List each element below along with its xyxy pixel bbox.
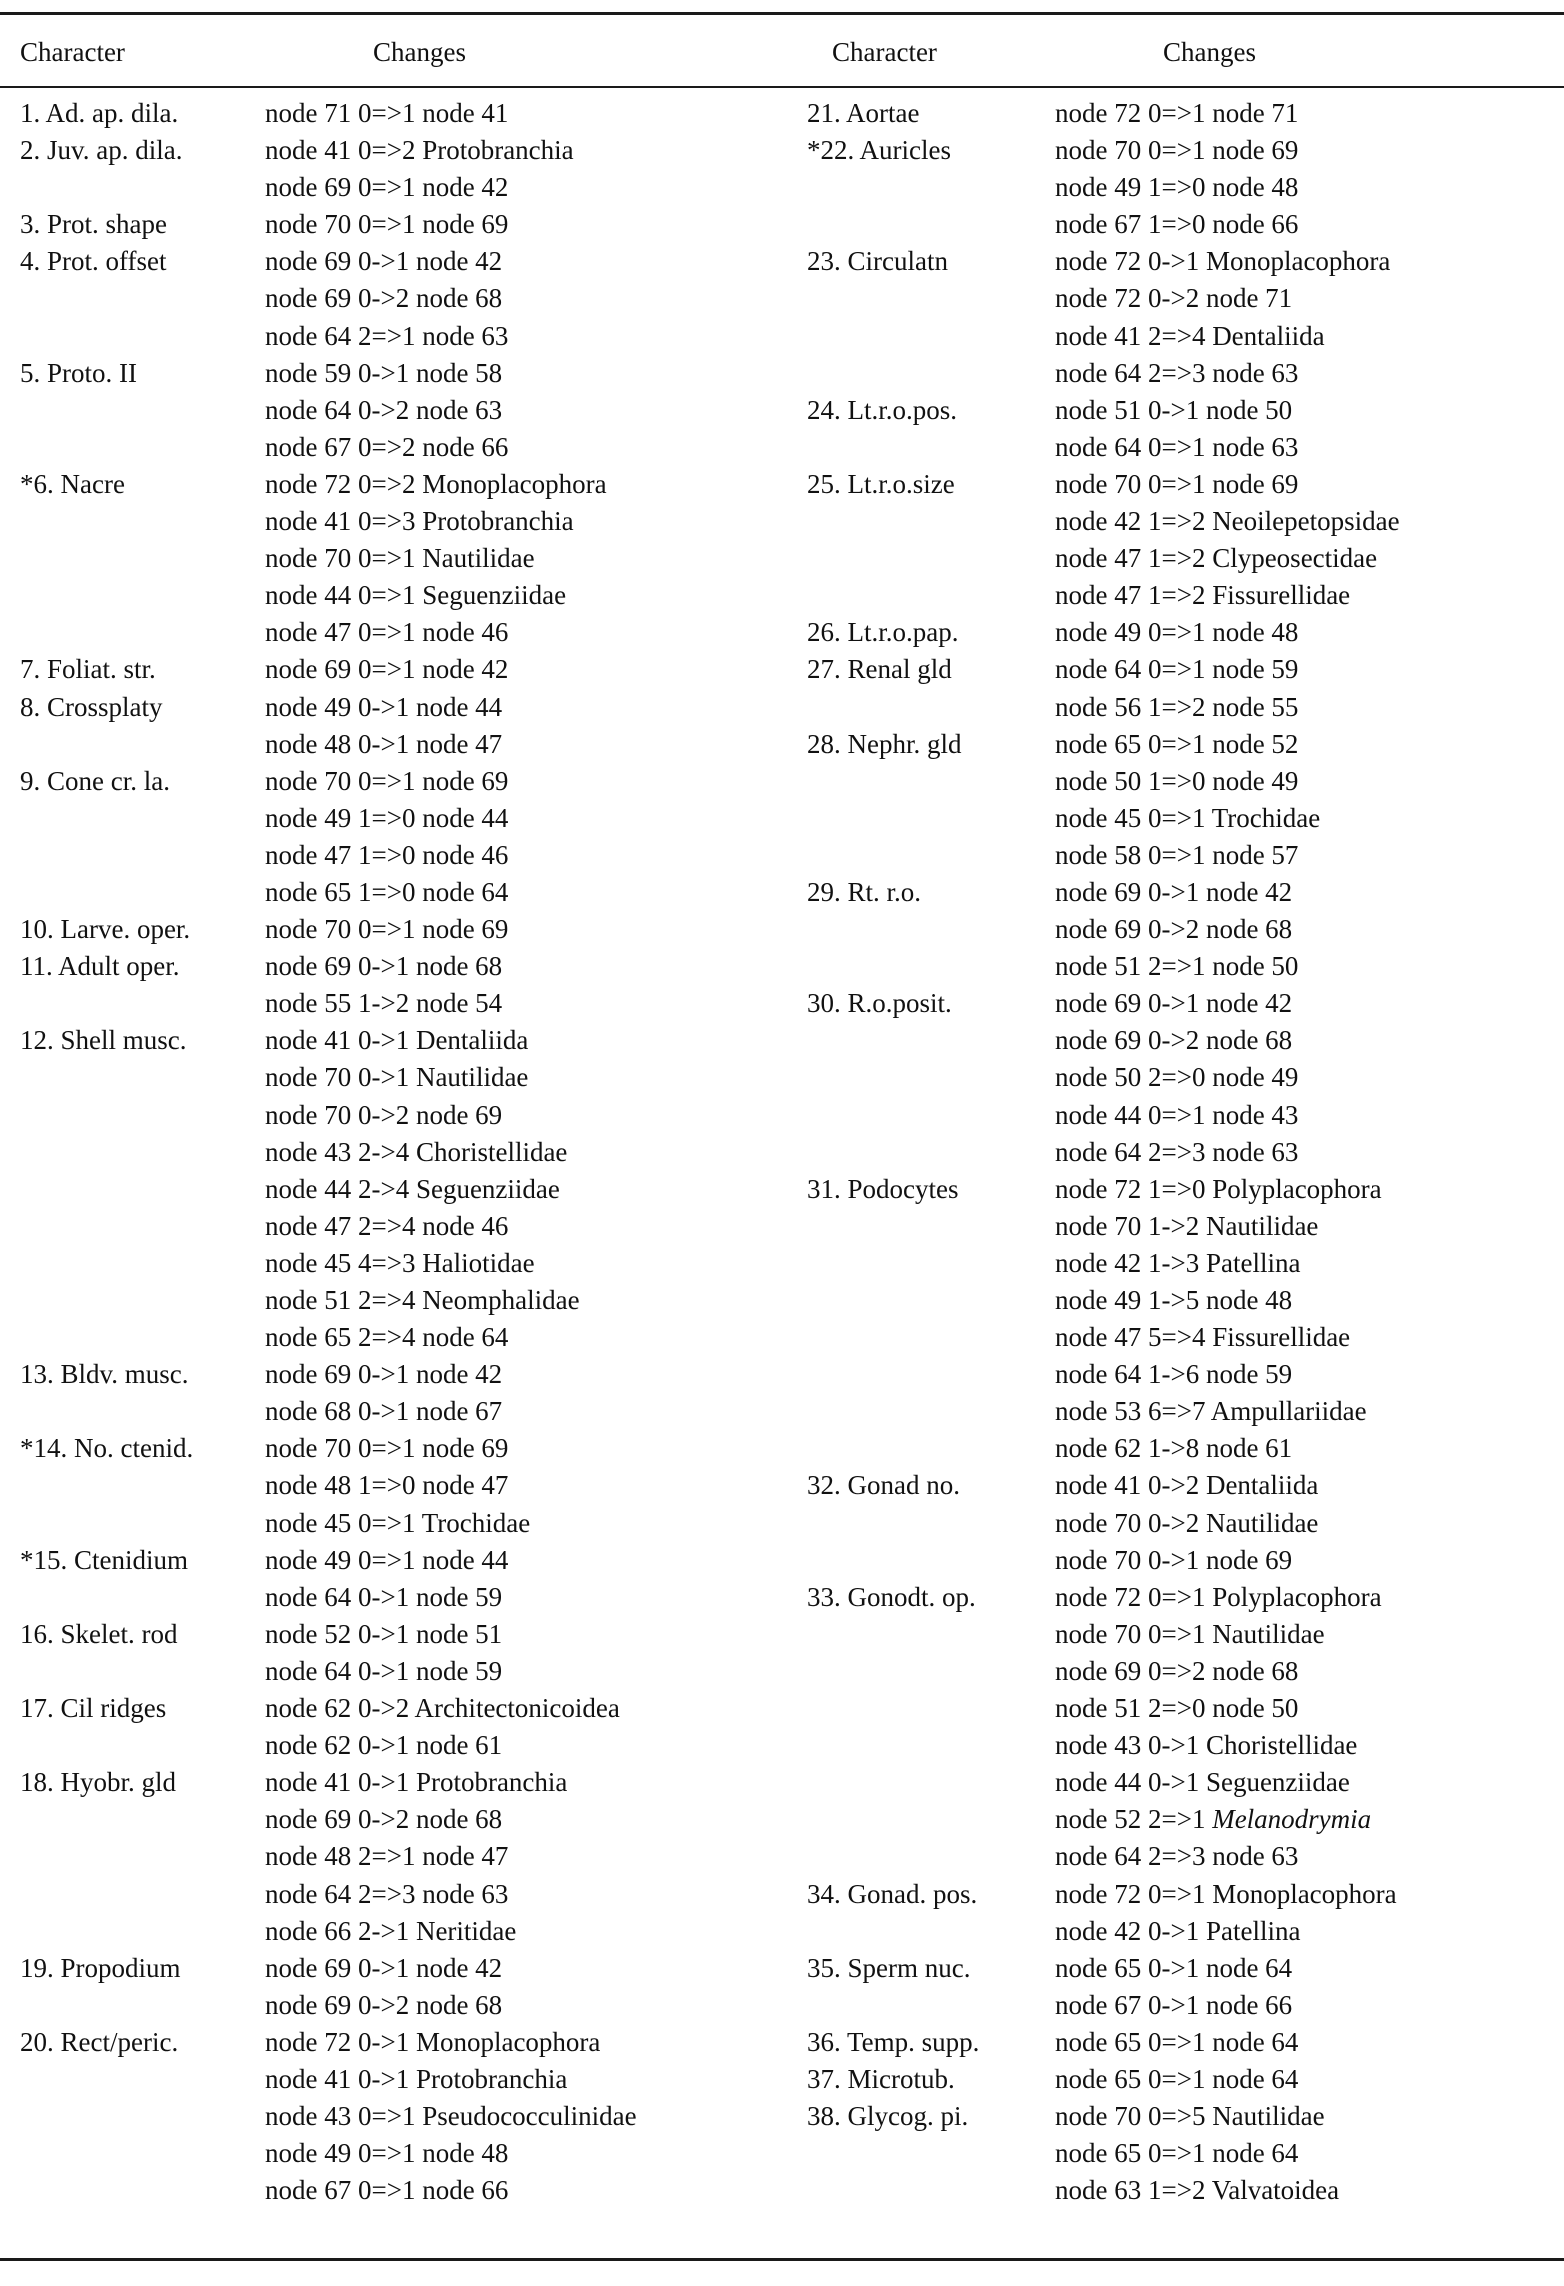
header-character-right: Character [832, 37, 937, 67]
change-text: node 72 0->1 Monoplacophora [265, 2026, 601, 2057]
change-cell [265, 1319, 508, 1356]
change-text: node 69 0->2 node 68 [1055, 1025, 1293, 1056]
character-cell: 32. Gonad no. [807, 1470, 960, 1501]
character-cell: 21. Aortae [807, 98, 920, 128]
change-cell [1055, 1022, 1292, 1059]
change-cell [265, 726, 502, 763]
character-cell: 17. Cil ridges [20, 1693, 167, 1724]
change-cell [265, 1097, 502, 1134]
change-text: node 41 0->1 Protobranchia [265, 1767, 568, 1798]
character-cell: 1. Ad. ap. dila. [20, 98, 179, 128]
change-cell [265, 948, 502, 985]
change-text: node 70 0=>1 node 69 [1055, 135, 1299, 166]
change-cell [1055, 837, 1298, 874]
change-cell [265, 1913, 516, 1950]
change-text: node 69 0->1 node 42 [1055, 988, 1293, 1019]
change-text: node 70 0->2 Nautilidae [1055, 1507, 1319, 1538]
change-text: node 49 0=>1 node 48 [1055, 617, 1299, 648]
character-cell: 33. Gonodt. op. [807, 1581, 976, 1612]
change-cell [265, 243, 502, 280]
change-text: node 49 0=>1 node 44 [265, 1544, 509, 1575]
change-cell [1055, 1208, 1318, 1245]
character-cell: *15. Ctenidium [20, 1544, 188, 1575]
change-text: node 41 0->2 Dentaliida [1055, 1470, 1319, 1501]
change-cell [1055, 1393, 1367, 1430]
character-cell: 16. Skelet. rod [20, 1618, 178, 1649]
change-cell [265, 2098, 637, 2135]
change-text: node 47 2=>4 node 46 [265, 1210, 509, 1241]
change-text: node 42 0->1 Patellina [1055, 1915, 1301, 1946]
change-cell [1055, 466, 1298, 503]
change-cell [1055, 1801, 1371, 1838]
character-cell: *6. Nacre [20, 468, 125, 499]
change-text: node 51 2=>0 node 50 [1055, 1693, 1299, 1724]
change-cell [1055, 1987, 1292, 2024]
change-cell [1055, 577, 1350, 614]
change-cell [265, 1208, 508, 1245]
table-bottom-rule [0, 2258, 1564, 2261]
change-text: node 69 0=>1 node 42 [265, 172, 509, 203]
change-cell [265, 1542, 508, 1579]
change-cell [265, 280, 502, 317]
change-cell [1055, 1134, 1298, 1171]
change-cell [1055, 985, 1292, 1022]
change-cell [265, 1245, 535, 1282]
change-cell [1055, 1764, 1350, 1801]
change-cell [265, 1876, 508, 1913]
change-cell [265, 1950, 502, 1987]
change-text: node 41 0->1 Protobranchia [265, 2063, 568, 2094]
change-text: node 42 1->3 Patellina [1055, 1247, 1301, 1278]
change-text: node 42 1=>2 Neoilepetopsidae [1055, 506, 1400, 537]
change-text: node 69 0=>1 node 42 [265, 654, 509, 685]
change-text: node 70 0=>1 node 69 [265, 209, 509, 240]
change-text: node 47 1=>0 node 46 [265, 839, 509, 870]
change-cell [265, 206, 508, 243]
change-cell [265, 1653, 502, 1690]
change-text: node 67 0->1 node 66 [1055, 1989, 1293, 2020]
change-text: node 67 0=>2 node 66 [265, 431, 509, 462]
character-cell: 9. Cone cr. la. [20, 765, 170, 796]
change-cell [265, 1764, 567, 1801]
change-text: node 48 2=>1 node 47 [265, 1841, 509, 1872]
change-text: node 41 0=>3 Protobranchia [265, 506, 574, 537]
change-cell [1055, 132, 1298, 169]
character-cell: *22. Auricles [807, 135, 951, 166]
change-cell [1055, 429, 1298, 466]
header-changes-right: Changes [1163, 37, 1256, 67]
change-cell [1055, 1059, 1298, 1096]
change-cell [1055, 1727, 1357, 1764]
character-cell: 10. Larve. oper. [20, 914, 191, 945]
change-cell [265, 1579, 502, 1616]
change-cell [265, 429, 508, 466]
character-cell: 13. Bldv. musc. [20, 1359, 189, 1390]
change-text: node 67 1=>0 node 66 [1055, 209, 1299, 240]
change-cell [1055, 318, 1325, 355]
change-cell [265, 689, 502, 726]
change-cell [1055, 1838, 1298, 1875]
change-text: node 65 0=>1 node 52 [1055, 728, 1299, 759]
change-cell [1055, 726, 1298, 763]
change-text: node 64 0->2 node 63 [265, 394, 503, 425]
change-text: node 64 2=>3 node 63 [1055, 1136, 1299, 1167]
change-cell [265, 1282, 580, 1319]
character-cell: 28. Nephr. gld [807, 728, 962, 759]
change-text: node 70 0=>1 node 69 [265, 765, 509, 796]
change-text: node 64 0->1 node 59 [265, 1655, 503, 1686]
change-cell [265, 837, 508, 874]
change-cell [265, 1690, 620, 1727]
change-text: node 72 0=>1 node 71 [1055, 98, 1299, 128]
change-text: node 70 0=>5 Nautilidae [1055, 2101, 1325, 2132]
change-cell [265, 1430, 508, 1467]
change-text: node 70 1->2 Nautilidae [1055, 1210, 1319, 1241]
change-cell [1055, 911, 1292, 948]
change-text: node 45 4=>3 Haliotidae [265, 1247, 535, 1278]
change-cell [265, 874, 508, 911]
table-header-rule [0, 86, 1564, 88]
change-text: node 69 0->2 node 68 [1055, 914, 1293, 945]
character-cell: 26. Lt.r.o.pap. [807, 617, 959, 648]
change-cell [1055, 1542, 1292, 1579]
character-cell: *14. No. ctenid. [20, 1433, 194, 1464]
change-cell [1055, 243, 1390, 280]
change-text: node 41 0=>2 Protobranchia [265, 135, 574, 166]
character-cell: 27. Renal gld [807, 654, 952, 685]
change-text: node 44 0=>1 node 43 [1055, 1099, 1299, 1130]
change-text: node 55 1->2 node 54 [265, 988, 503, 1019]
change-cell [1055, 1505, 1318, 1542]
change-cell [265, 392, 502, 429]
change-cell [265, 540, 535, 577]
change-cell [1055, 280, 1292, 317]
change-cell [265, 95, 508, 132]
change-text: node 70 0->1 Nautilidae [265, 1062, 529, 1093]
change-cell [1055, 1690, 1298, 1727]
change-text: node 69 0=>2 node 68 [1055, 1655, 1299, 1686]
change-text: node 72 0->2 node 71 [1055, 283, 1293, 314]
header-character-left: Character [20, 37, 125, 67]
change-cell [265, 2135, 508, 2172]
change-text: node 70 0->1 node 69 [1055, 1544, 1293, 1575]
character-cell: 4. Prot. offset [20, 246, 167, 277]
italic-taxon: Melanodrymia [1212, 1804, 1372, 1835]
change-cell [1055, 1356, 1292, 1393]
change-cell [1055, 2135, 1298, 2172]
change-text: node 49 1=>0 node 48 [1055, 172, 1299, 203]
change-text: node 72 0->1 Monoplacophora [1055, 246, 1391, 277]
change-text: node 62 0->1 node 61 [265, 1730, 503, 1761]
change-cell [1055, 2098, 1325, 2135]
character-cell: 30. R.o.posit. [807, 988, 952, 1019]
change-text: node 44 2->4 Seguenziidae [265, 1173, 560, 1204]
change-text: node 44 0->1 Seguenziidae [1055, 1767, 1350, 1798]
change-cell [265, 169, 508, 206]
table-top-rule [0, 12, 1564, 15]
change-text: node 51 0->1 node 50 [1055, 394, 1293, 425]
change-cell [1055, 169, 1298, 206]
change-text: node 69 0->1 node 42 [265, 246, 503, 277]
change-cell [265, 1467, 508, 1504]
character-cell: 20. Rect/peric. [20, 2026, 179, 2057]
change-cell [265, 1356, 502, 1393]
change-text: node 58 0=>1 node 57 [1055, 839, 1299, 870]
change-text: node 70 0->2 node 69 [265, 1099, 503, 1130]
character-cell: 7. Foliat. str. [20, 654, 156, 685]
change-cell [265, 800, 508, 837]
change-text: node 48 1=>0 node 47 [265, 1470, 509, 1501]
change-cell [1055, 651, 1298, 688]
change-cell [265, 1727, 502, 1764]
change-text: node 49 0=>1 node 48 [265, 2138, 509, 2169]
character-cell: 25. Lt.r.o.size [807, 468, 955, 499]
change-cell [265, 911, 508, 948]
change-cell [1055, 1245, 1300, 1282]
change-cell [1055, 948, 1298, 985]
change-cell [265, 1059, 528, 1096]
change-cell [1055, 1616, 1325, 1653]
change-text: node 71 0=>1 node 41 [265, 98, 509, 128]
change-text: node 69 0->1 node 42 [265, 1952, 503, 1983]
character-cell: 29. Rt. r.o. [807, 876, 922, 907]
change-cell [265, 577, 566, 614]
change-cell [1055, 2061, 1298, 2098]
change-text: node 52 0->1 node 51 [265, 1618, 503, 1649]
change-text: node 70 0=>1 Nautilidae [265, 543, 535, 574]
change-text: node 62 1->8 node 61 [1055, 1433, 1293, 1464]
character-cell: 38. Glycog. pi. [807, 2101, 969, 2132]
change-text: node 65 0=>1 node 64 [1055, 2138, 1299, 2169]
change-text: node 43 0=>1 Pseudococculinidae [265, 2101, 637, 2132]
character-cell: 12. Shell musc. [20, 1025, 187, 1056]
change-cell [1055, 763, 1298, 800]
change-text: node 56 1=>2 node 55 [1055, 691, 1299, 722]
change-text: node 65 1=>0 node 64 [265, 876, 509, 907]
change-text: node 65 2=>4 node 64 [265, 1322, 509, 1353]
change-text: node 47 1=>2 Clypeosectidae [1055, 543, 1378, 574]
change-text: node 64 2=>1 node 63 [265, 320, 509, 351]
change-cell [1055, 2024, 1298, 2061]
change-cell [1055, 1319, 1350, 1356]
character-cell: 24. Lt.r.o.pos. [807, 394, 958, 425]
change-cell [265, 1801, 502, 1838]
change-cell [1055, 800, 1320, 837]
change-cell [265, 1022, 528, 1059]
change-text: node 65 0=>1 node 64 [1055, 2026, 1299, 2057]
change-cell [265, 2024, 600, 2061]
change-text: node 69 0->2 node 68 [265, 283, 503, 314]
change-text: node 72 0=>1 Monoplacophora [1055, 1878, 1397, 1909]
change-cell [265, 466, 607, 503]
change-text: node 64 2=>3 node 63 [1055, 357, 1299, 388]
change-cell [265, 1134, 567, 1171]
change-text: node 64 2=>3 node 63 [265, 1878, 509, 1909]
change-text: node 62 0->2 Architectonicoidea [265, 1693, 620, 1724]
change-text: node 68 0->1 node 67 [265, 1396, 503, 1427]
change-text: node 72 0=>2 Monoplacophora [265, 468, 607, 499]
change-text: node 70 0=>1 node 69 [265, 914, 509, 945]
change-cell [265, 651, 508, 688]
character-cell: 11. Adult oper. [20, 951, 180, 982]
change-text: node 47 5=>4 Fissurellidae [1055, 1322, 1351, 1353]
change-cell [265, 318, 508, 355]
change-text: node 69 0->1 node 68 [265, 951, 503, 982]
change-text: node 64 2=>3 node 63 [1055, 1841, 1299, 1872]
character-cell: 19. Propodium [20, 1952, 181, 1983]
change-text: node 45 0=>1 Trochidae [1055, 802, 1321, 833]
change-text: node 64 0=>1 node 63 [1055, 431, 1299, 462]
change-cell [1055, 1097, 1298, 1134]
change-text: node 70 0=>1 node 69 [265, 1433, 509, 1464]
change-text: node 69 0->1 node 42 [1055, 876, 1293, 907]
character-cell: 36. Temp. supp. [807, 2026, 980, 2057]
change-text: node 51 2=>1 node 50 [1055, 951, 1299, 982]
change-text: node 69 0->2 node 68 [265, 1804, 503, 1835]
change-cell [265, 1171, 560, 1208]
character-cell: 3. Prot. shape [20, 209, 167, 240]
change-text: node 47 0=>1 node 46 [265, 617, 509, 648]
header-changes-left: Changes [373, 37, 466, 67]
change-cell [1055, 355, 1298, 392]
change-cell [265, 763, 508, 800]
change-cell [1055, 1950, 1292, 1987]
character-cell: 35. Sperm nuc. [807, 1952, 971, 1983]
change-text: node 64 1->6 node 59 [1055, 1359, 1293, 1390]
change-text: node 64 0->1 node 59 [265, 1581, 503, 1612]
change-cell [265, 355, 502, 392]
change-cell [1055, 540, 1377, 577]
character-cell: 2. Juv. ap. dila. [20, 135, 183, 166]
change-cell [1055, 2172, 1339, 2209]
change-text: node 70 0=>1 node 69 [1055, 468, 1299, 499]
change-cell [265, 1393, 502, 1430]
change-text: node 66 2->1 Neritidae [265, 1915, 517, 1946]
change-text: node 45 0=>1 Trochidae [265, 1507, 531, 1538]
character-cell: 18. Hyobr. gld [20, 1767, 177, 1798]
change-cell [265, 1838, 508, 1875]
change-cell [1055, 1579, 1382, 1616]
change-text: node 48 0->1 node 47 [265, 728, 503, 759]
change-cell [1055, 614, 1298, 651]
change-cell [1055, 1653, 1298, 1690]
change-cell [1055, 1282, 1292, 1319]
change-cell [265, 1616, 502, 1653]
change-text: node 65 0=>1 node 64 [1055, 2063, 1299, 2094]
change-cell [265, 503, 574, 540]
change-text: node 49 0->1 node 44 [265, 691, 503, 722]
change-text: node 59 0->1 node 58 [265, 357, 503, 388]
change-text: node 53 6=>7 Ampullariidae [1055, 1396, 1367, 1427]
change-text: node 51 2=>4 Neomphalidae [265, 1285, 580, 1315]
change-cell [265, 2172, 508, 2209]
change-cell [265, 132, 574, 169]
character-cell: 37. Microtub. [807, 2063, 955, 2094]
change-text: node 67 0=>1 node 66 [265, 2175, 509, 2206]
change-cell [1055, 1876, 1397, 1913]
change-text: node 52 2=>1 [1055, 1804, 1213, 1835]
change-cell [1055, 1913, 1300, 1950]
change-text: node 72 1=>0 Polyplacophora [1055, 1173, 1382, 1204]
change-text: node 65 0->1 node 64 [1055, 1952, 1293, 1983]
change-text: node 47 1=>2 Fissurellidae [1055, 580, 1351, 611]
change-cell [1055, 1430, 1292, 1467]
change-text: node 50 2=>0 node 49 [1055, 1062, 1299, 1093]
character-cell: 34. Gonad. pos. [807, 1878, 978, 1909]
change-text: node 41 2=>4 Dentaliida [1055, 320, 1325, 351]
change-text: node 69 0->1 node 42 [265, 1359, 503, 1390]
change-text: node 69 0->2 node 68 [265, 1989, 503, 2020]
change-cell [1055, 689, 1298, 726]
change-text: node 70 0=>1 Nautilidae [1055, 1618, 1325, 1649]
change-text: node 72 0=>1 Polyplacophora [1055, 1581, 1382, 1612]
change-text: node 63 1=>2 Valvatoidea [1055, 2175, 1340, 2206]
change-cell [1055, 503, 1400, 540]
change-text: node 49 1=>0 node 44 [265, 802, 509, 833]
change-cell [265, 614, 508, 651]
change-text: node 43 2->4 Choristellidae [265, 1136, 568, 1167]
change-cell [1055, 95, 1298, 132]
change-text: node 64 0=>1 node 59 [1055, 654, 1299, 685]
change-cell [265, 1987, 502, 2024]
change-cell [1055, 206, 1298, 243]
change-text: node 43 0->1 Choristellidae [1055, 1730, 1358, 1761]
change-text: node 44 0=>1 Seguenziidae [265, 580, 567, 611]
change-text: node 41 0->1 Dentaliida [265, 1025, 529, 1056]
change-text: node 50 1=>0 node 49 [1055, 765, 1299, 796]
change-cell [265, 2061, 567, 2098]
change-cell [1055, 1467, 1318, 1504]
change-cell [265, 985, 502, 1022]
change-text: node 49 1->5 node 48 [1055, 1285, 1293, 1315]
change-cell [1055, 1171, 1382, 1208]
change-cell [265, 1505, 530, 1542]
character-cell: 31. Podocytes [807, 1173, 959, 1204]
change-cell [1055, 874, 1292, 911]
character-cell: 8. Crossplaty [20, 691, 163, 722]
character-cell: 23. Circulatn [807, 246, 948, 277]
change-cell [1055, 392, 1292, 429]
character-cell: 5. Proto. II [20, 357, 137, 388]
